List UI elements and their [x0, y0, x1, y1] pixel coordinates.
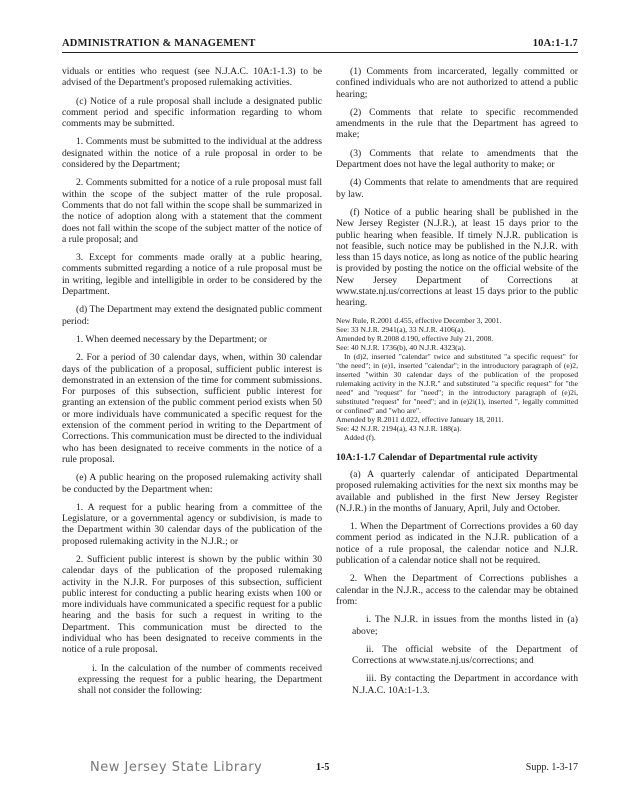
paragraph: 2. Sufficient public interest is shown by the public within 30 calendar days of the publication of the proposed rulemaking activity in the N.J.R. For purposes of this subsection, sufficient public interest for conducting a public hearing exists when 100 or more individuals have communicated a specific request for a public hearing and the basis for such a request in writing to the Department. This communication must be directed to the individual who has been designated to receive comments in the notice of a rule proposal. [62, 553, 322, 656]
section-heading: 10A:1-1.7 Calendar of Departmental rule activity [336, 451, 538, 463]
source-note: See: 42 N.J.R. 2194(a), 43 N.J.R. 188(a). [336, 423, 462, 433]
source-notes [336, 316, 578, 442]
paragraph: (4) Comments that relate to amendments that are required by law. [336, 177, 578, 200]
source-note: See: 40 N.J.R. 1736(b), 40 N.J.R. 4323(a). [336, 342, 466, 352]
page-footer [0, 762, 618, 782]
paragraph: (d) The Department may extend the designated public comment period: [62, 304, 322, 327]
source-note: Amended by R.2008 d.190, effective July 21, 2008. [336, 333, 494, 343]
paragraph: 1. When the Department of Corrections provides a 60 day comment period as indicated in the N.J.R. publication of a notice of a rule proposal, the calendar notice and N.J.R. publication of a calendar notice shall not be required. [336, 521, 578, 567]
paragraph: 1. When deemed necessary by the Department; or [76, 333, 268, 345]
paragraph: ii. The official website of the Department of Corrections at www.state.nj.us/corrections; and [352, 643, 578, 667]
section-paragraphs [336, 469, 578, 696]
paragraph: (f) Notice of a public hearing shall be published in the New Jersey Register (N.J.R.), at least 15 days prior to the public hearing when feasible. If timely N.J.R. publication is not feasible, such notice may be published in the N.J.R. with less than 15 days notice, as long as notice of the public hearing is provided by posting the notice on the official website of the New Jersey Department of Corrections at www.state.nj.us/corrections at least 15 days prior to the public hearing. [336, 206, 578, 309]
library-watermark: New Jersey State Library [90, 760, 263, 775]
header-citation: 10A:1-1.7 [532, 38, 578, 49]
source-note: See: 33 N.J.R. 2941(a), 33 N.J.R. 4106(a). [336, 324, 466, 334]
header-title: ADMINISTRATION & MANAGEMENT [62, 38, 256, 49]
right-column [336, 66, 578, 703]
paragraph: 3. Except for comments made orally at a public hearing, comments submitted regarding a notice of a rule proposal must be in writing, legible and intelligible in order to be considered by the Department. [62, 252, 322, 298]
paragraph: viduals or entities who request (see N.J.A.C. 10A:1-1.3) to be advised of the Department's proposed rulemaking activities. [62, 66, 322, 89]
page-number: 1-5 [316, 762, 330, 773]
supplement-date: Supp. 1-3-17 [525, 762, 578, 773]
paragraph: (1) Comments from incarcerated, legally committed or confined individuals who are not authorized to attend a public hearing; [336, 66, 578, 100]
source-note: New Rule, R.2001 d.455, effective December 3, 2001. [336, 315, 502, 325]
source-note: In (d)2, inserted "calendar" twice and substituted "a specific request" for "the need"; in (e)1, inserted "calendar"; in the introductory paragraph of (e)2, inserted "within 30 calendar days of the publication of the proposed rulemaking activity in the N.J.R." and substituted "a specific request" for "the need" and "request" for "need"; in the introductory paragraph of (e)2i, substituted "request" for "need"; and in (e)2i(1), inserted ", legally committed or confined" and "who are". [336, 351, 578, 415]
paragraph: 2. For a period of 30 calendar days, when, within 30 calendar days of the publication of a proposal, sufficient public interest is demonstrated in an extension of the time for comment submissions. For purposes of this subsection, sufficient public interest for granting an extension of the public comment period exists when 50 or more individuals have communicated a specific request for the extension of the comment period in writing to the Department of Corrections. This communication must be directed to the individual who has been designated to receive comments in the notice of a rule proposal. [62, 352, 322, 465]
header-rule [62, 52, 578, 53]
paragraph: (e) A public hearing on the proposed rulemaking activity shall be conducted by the Department when: [62, 472, 322, 495]
paragraph: 2. When the Department of Corrections publishes a calendar in the N.J.R., access to the calendar may be obtained from: [336, 573, 578, 607]
paragraph: (3) Comments that relate to amendments that the Department does not have the legal authority to make; or [336, 147, 578, 171]
paragraph: iii. By contacting the Department in accordance with N.J.A.C. 10A:1-1.3. [352, 673, 578, 696]
source-note: Added (f). [344, 432, 376, 442]
paragraph: 1. A request for a public hearing from a committee of the Legislature, or a governmental agency or subdivision, is made to the Department within 30 calendar days of the publication of the proposed rulemaking activity in the N.J.R.; or [62, 501, 322, 547]
source-note: Amended by R.2011 d.022, effective January 18, 2011. [336, 414, 504, 424]
paragraph: (c) Notice of a rule proposal shall include a designated public comment period and specific information regarding to whom comments may be submitted. [62, 95, 322, 130]
paragraph: 2. Comments submitted for a notice of a rule proposal must fall within the scope of the subject matter of the rule proposal. Comments that do not fall within the scope shall be summarized in the notice of adoption along with a statement that the comment does not fall within the scope of the subject matter of the notice of a rule proposal; and [62, 177, 322, 245]
running-header [62, 38, 578, 49]
paragraph: i. In the calculation of the number of comments received expressing the request for a public hearing, the Department shall not consider the following: [78, 662, 322, 697]
paragraph: i. The N.J.R. in issues from the months listed in (a) above; [352, 614, 578, 637]
left-column [62, 66, 322, 704]
paragraph: (2) Comments that relate to specific recommended amendments in the rule that the Department has agreed to make; [336, 106, 578, 141]
paragraph: 1. Comments must be submitted to the individual at the address designated within the notice of a rule proposal in order to be considered by the Department; [62, 136, 322, 171]
right-column-paragraphs [336, 66, 578, 309]
paragraph: (a) A quarterly calendar of anticipated Departmental proposed rulemaking activities for the next six months may be available and published in the first New Jersey Register (N.J.R.) in the months of January, April, July and October. [336, 468, 578, 514]
